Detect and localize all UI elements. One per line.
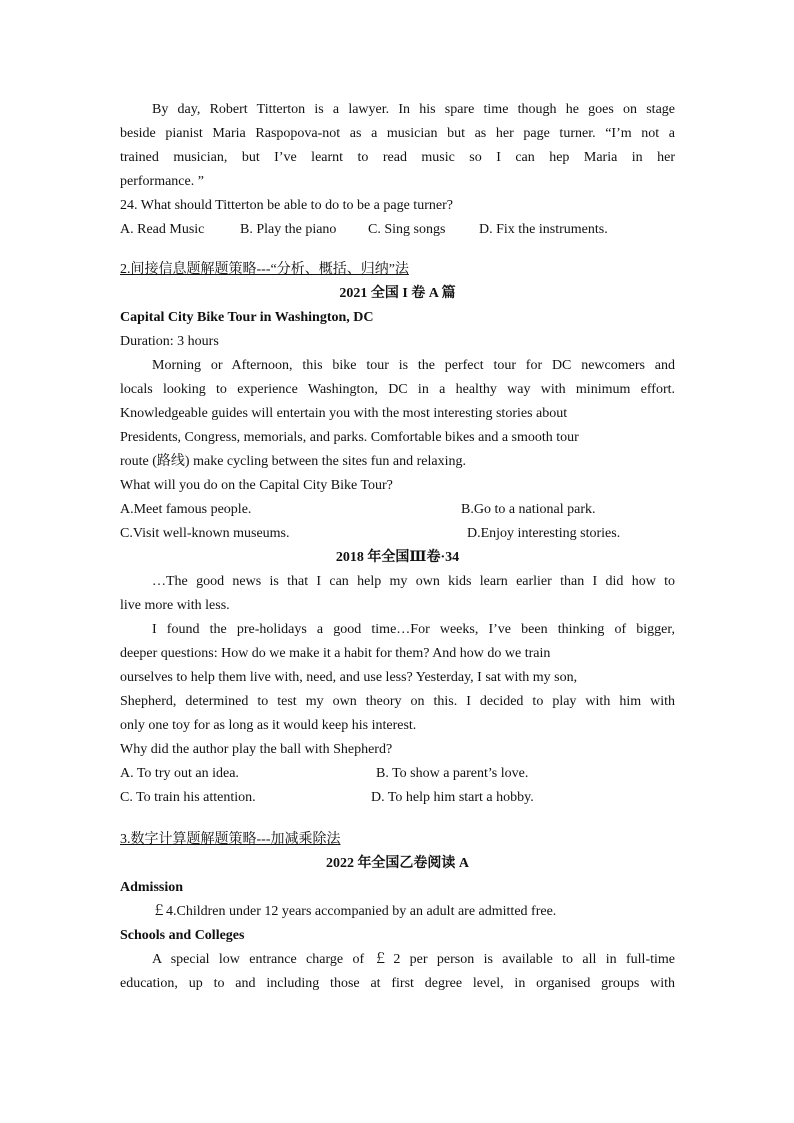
spacer [120,242,675,258]
option-d: D.Enjoy interesting stories. [467,526,621,541]
bike-tour-duration: Duration: 3 hours [120,334,219,349]
passage-2018-options-row-1 [120,762,675,786]
option-a: A. To try out an idea. [120,766,239,781]
bike-tour-line: Presidents, Congress, memorials, and parks. Comfortable bikes and a smooth tour [120,430,579,445]
question-24-options [120,218,675,242]
section-2-title-2021: 2021 全国 I 卷 A 篇 [339,286,456,301]
schools-line: education, up to and including those at first degree level, in organised groups with [120,976,675,991]
bike-tour-line: route (路线) make cycling between the sites fun and relaxing. [120,454,466,469]
option-c: C.Visit well-known museums. [120,526,290,541]
spacer [120,810,675,828]
section-3-heading-text: 3.数字计算题解题策略---加减乘除法 [120,832,341,847]
passage-1-line: performance. ” [120,174,204,189]
section-3-title-2022: 2022 年全国乙卷阅读 A [325,856,470,871]
bike-tour-options-row-1 [120,498,675,522]
option-c: C. To train his attention. [120,790,256,805]
question-24: 24. What should Titterton be able to do to be a page turner? [120,198,453,213]
passage-2018-line: …The good news is that I can help my own kids learn earlier than I did how to [152,574,675,589]
section-2-heading-text: 2.间接信息题解题策略---“分析、概括、归纳”法 [120,262,409,277]
bike-tour-question: What will you do on the Capital City Bike Tour? [120,478,393,493]
schools-line: A special low entrance charge of ￡2 per person is available to all in full-time [152,952,675,967]
section-2-heading [120,258,675,282]
schools-heading: Schools and Colleges [120,928,245,943]
option-b: B.Go to a national park. [461,502,596,517]
bike-tour-line: Knowledgeable guides will entertain you with the most interesting stories about [120,406,568,421]
admission-heading: Admission [120,880,184,895]
passage-1-line: beside pianist Maria Raspopova-not as a musician but as her page turner. “I’m not a [120,126,675,141]
section-3-heading [120,828,675,852]
passage-2018-options-row-2 [120,786,675,810]
admission-price-line: ￡4.Children under 12 years accompanied by an adult are admitted free. [152,904,557,919]
option-a: A. Read Music [120,222,205,237]
bike-tour-line: Morning or Afternoon, this bike tour is the perfect tour for DC newcomers and [152,358,675,373]
section-2-title-2018: 2018 年全国Ⅲ卷·34 [335,550,460,565]
passage-1-line: trained musician, but I’ve learnt to read music so I can hep Maria in her [120,150,675,165]
passage-1-line: By day, Robert Titterton is a lawyer. In his spare time though he goes on stage [152,102,675,117]
passage-2018-line: Shepherd, determined to test my own theory on this. I decided to play with him with [120,694,675,709]
passage-2018-line: I found the pre-holidays a good time…For weeks, I’ve been thinking of bigger, [152,622,675,637]
bike-tour-options-row-2 [120,522,675,546]
bike-tour-line: locals looking to experience Washington, DC in a healthy way with minimum effort. [120,382,675,397]
option-d: D. To help him start a hobby. [371,790,534,805]
passage-2018-line: only one toy for as long as it would keep his interest. [120,718,417,733]
option-a: A.Meet famous people. [120,502,252,517]
passage-2018-line: deeper questions: How do we make it a habit for them? And how do we train [120,646,551,661]
bike-tour-title: Capital City Bike Tour in Washington, DC [120,310,374,325]
passage-2018-line: ourselves to help them live with, need, and use less? Yesterday, I sat with my son, [120,670,578,685]
document-page [120,98,675,996]
passage-2018-question: Why did the author play the ball with Shepherd? [120,742,393,757]
passage-2018-line: live more with less. [120,598,230,613]
option-c: C. Sing songs [368,222,446,237]
option-d: D. Fix the instruments. [479,222,608,237]
section-2 [120,258,675,810]
option-b: B. Play the piano [240,222,337,237]
passage-1 [120,98,675,242]
section-3 [120,828,675,996]
option-b: B. To show a parent’s love. [376,766,529,781]
